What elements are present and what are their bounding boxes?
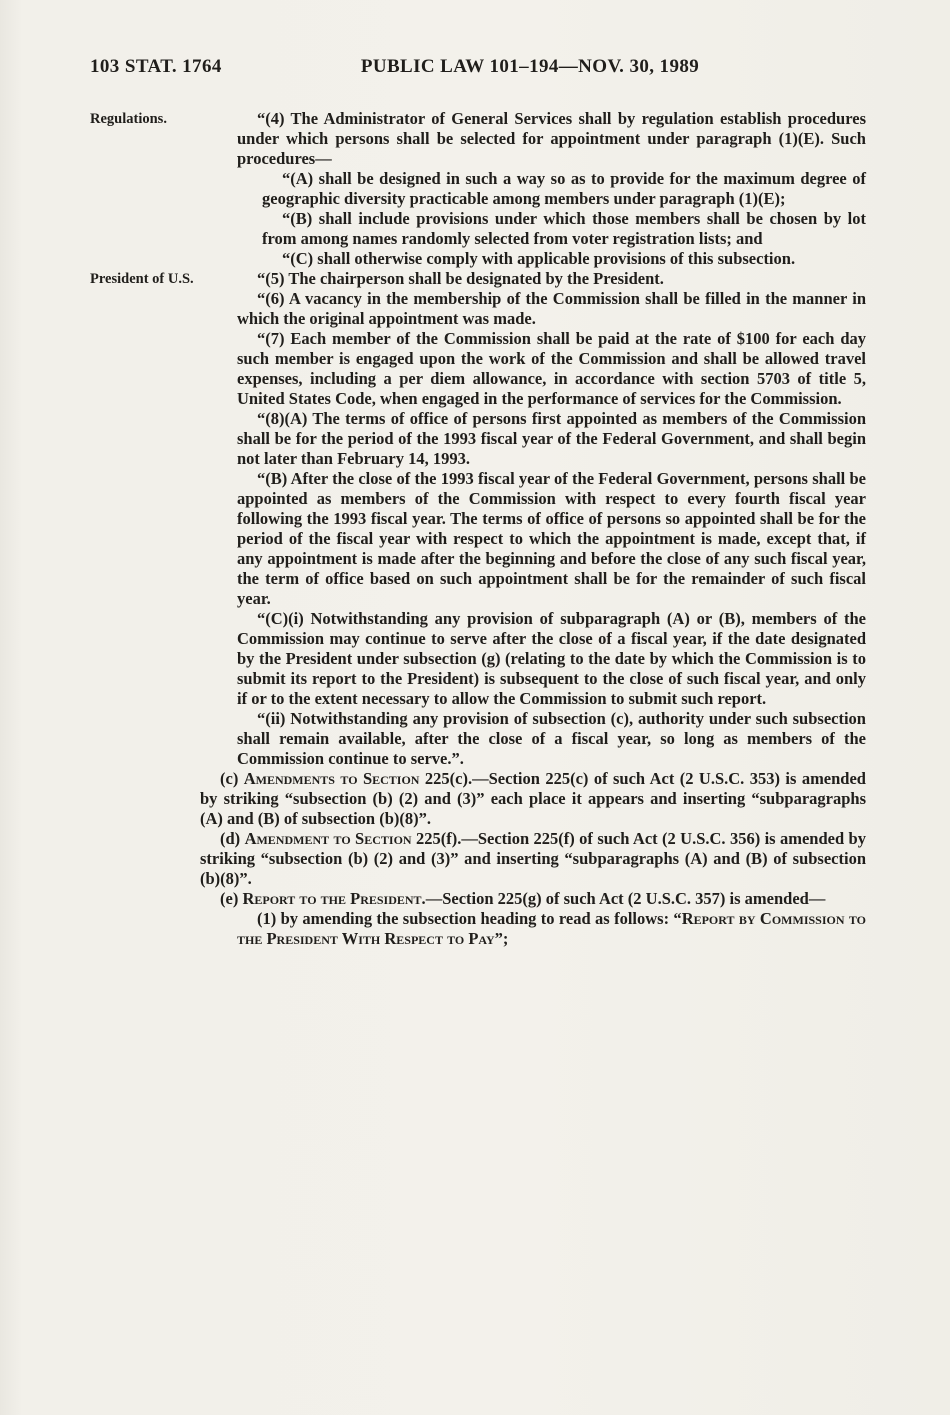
text-segment: 225(f).—Section 225(f) of such Act (2 U.S.C. 356) is amended by striking “subsection (b) (2) and (3)” and inserting “subparagraphs (A) and (B) of subsection (b)(8)”. bbox=[200, 829, 866, 888]
text-segment: Amendments to Section bbox=[243, 769, 420, 788]
text-segment: (d) bbox=[220, 829, 245, 848]
statute-paragraph bbox=[90, 269, 866, 289]
stat-citation: 103 STAT. 1764 bbox=[90, 56, 222, 77]
statute-paragraph bbox=[237, 289, 866, 329]
text-segment: “(B) shall include provisions under which those members shall be chosen by lot from among names randomly selected from voter registration lists; and bbox=[262, 209, 866, 248]
statute-paragraph bbox=[262, 249, 866, 269]
text-segment: “(A) shall be designed in such a way so as to provide for the maximum degree of geographic diversity practicable among members under paragraph (1)(E); bbox=[262, 169, 866, 208]
margin-note: Regulations. bbox=[90, 111, 167, 127]
text-segment: —Section 225(g) of such Act (2 U.S.C. 357) is amended— bbox=[425, 889, 826, 908]
law-heading: PUBLIC LAW 101–194—NOV. 30, 1989 bbox=[360, 56, 700, 77]
statute-paragraph bbox=[262, 169, 866, 209]
statute-paragraph bbox=[237, 409, 866, 469]
statute-paragraph bbox=[262, 209, 866, 249]
statute-body bbox=[90, 109, 866, 949]
statute-paragraph bbox=[200, 769, 866, 829]
statute-paragraph bbox=[237, 709, 866, 769]
margin-note: President of U.S. bbox=[90, 271, 194, 287]
text-segment: “(5) The chairperson shall be designated by the President. bbox=[257, 269, 664, 288]
text-segment: Report by Commission to the President With Respect to Pay bbox=[237, 909, 866, 948]
text-segment: “(B) After the close of the 1993 fiscal year of the Federal Government, persons shall be appointed as members of the Commission with respect to every fourth fiscal year following the 1993 fiscal year. The terms of office of persons so appointed shall be for the period of the fiscal year with respect to which the appointment is made, except that, if any appointment is made after the beginning and before the close of any such fiscal year, the term of office based on such appointment shall be for the remainder of such fiscal year. bbox=[237, 469, 866, 608]
statute-paragraph bbox=[237, 609, 866, 709]
text-segment: (1) by amending the subsection heading to read as follows: “ bbox=[257, 909, 682, 928]
text-segment: “(4) The Administrator of General Services shall by regulation establish procedures under which persons shall be selected for appointment under paragraph (1)(E). Such procedures— bbox=[237, 109, 866, 168]
text-segment: “(8)(A) The terms of office of persons first appointed as members of the Commission shall be for the period of the 1993 fiscal year of the Federal Government, and shall begin not later than February 14, 1993. bbox=[237, 409, 866, 468]
text-segment: Amendment to Section bbox=[244, 829, 412, 848]
statute-paragraph bbox=[237, 909, 866, 949]
text-segment: “(C)(i) Notwithstanding any provision of subparagraph (A) or (B), members of the Commission may continue to serve after the close of a fiscal year, if the date designated by the President under subsection (g) (relating to the date by which the Commission is to submit its report to the President) is subsequent to the close of such fiscal year, and only if or to the extent necessary to allow the Commission to submit such report. bbox=[237, 609, 866, 708]
text-segment: “(C) shall otherwise comply with applicable provisions of this subsection. bbox=[282, 249, 796, 268]
statute-paragraph bbox=[200, 829, 866, 889]
statute-paragraph bbox=[237, 469, 866, 609]
text-segment: Report to the President. bbox=[242, 889, 426, 908]
text-segment: (c) bbox=[220, 769, 244, 788]
statute-paragraph bbox=[237, 329, 866, 409]
text-segment: 225(c).—Section 225(c) of such Act (2 U.S.C. 353) is amended by striking “subsection (b) (2) and (3)” each place it appears and inserting “subparagraphs (A) and (B) of subsection (b)(8)”. bbox=[200, 769, 866, 828]
statute-paragraph bbox=[90, 109, 866, 169]
text-segment: ”; bbox=[494, 929, 509, 948]
statute-paragraph bbox=[200, 889, 866, 909]
text-segment: “(ii) Notwithstanding any provision of subsection (c), authority under such subsection shall remain available, after the close of a fiscal year, so long as members of the Commission continue to serve.”. bbox=[237, 709, 866, 768]
text-segment: “(7) Each member of the Commission shall be paid at the rate of $100 for each day such member is engaged upon the work of the Commission and shall be allowed travel expenses, including a per diem allowance, in accordance with section 5703 of title 5, United States Code, when engaged in the performance of services for the Commission. bbox=[237, 329, 866, 408]
text-segment: “(6) A vacancy in the membership of the Commission shall be filled in the manner in which the original appointment was made. bbox=[237, 289, 866, 328]
text-segment: (e) bbox=[220, 889, 243, 908]
